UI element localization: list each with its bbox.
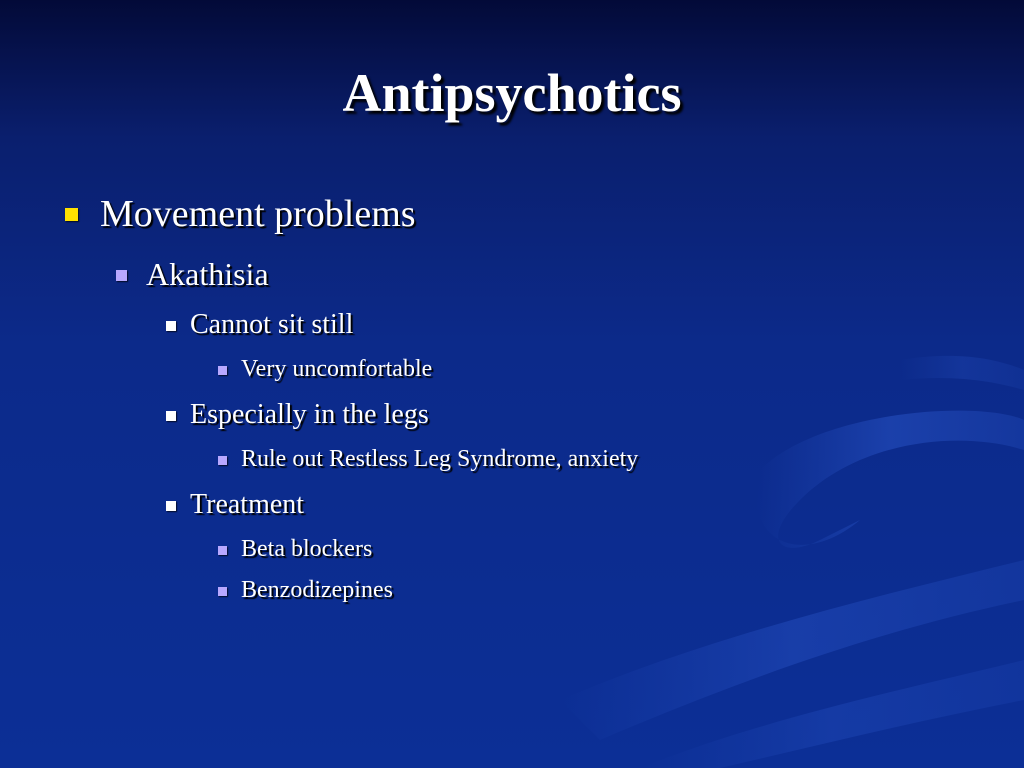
bullet-text: Cannot sit still [190,309,354,340]
square-bullet-icon [65,208,78,221]
square-bullet-icon [166,411,176,421]
bullet-text: Benzodizepines [241,577,393,603]
bullet-especially-legs [190,399,429,431]
bullet-rule-out [241,446,638,473]
square-bullet-icon [116,270,127,281]
bullet-text: Beta blockers [241,536,373,562]
bullet-cannot-sit-still [190,309,353,341]
bullet-very-uncomfortable [241,356,432,383]
bullet-text: Very uncomfortable [241,356,433,382]
bullet-beta-blockers [241,536,372,563]
square-bullet-icon [166,321,176,331]
square-bullet-icon [218,587,227,596]
bullet-text: Rule out Restless Leg Syndrome, anxiety [241,446,639,472]
slide-title: Antipsychotics [342,63,682,123]
bullet-benzodizepines [241,577,393,604]
square-bullet-icon [218,456,227,465]
bullet-text: Treatment [190,489,305,520]
bullet-text: Especially in the legs [190,399,429,430]
bullet-treatment [190,489,304,521]
bullet-text: Akathisia [146,256,269,292]
square-bullet-icon [166,501,176,511]
square-bullet-icon [218,366,227,375]
bullet-movement-problems [100,192,416,236]
square-bullet-icon [218,546,227,555]
bullet-text: Movement problems [100,193,416,235]
bullet-akathisia [146,256,269,293]
